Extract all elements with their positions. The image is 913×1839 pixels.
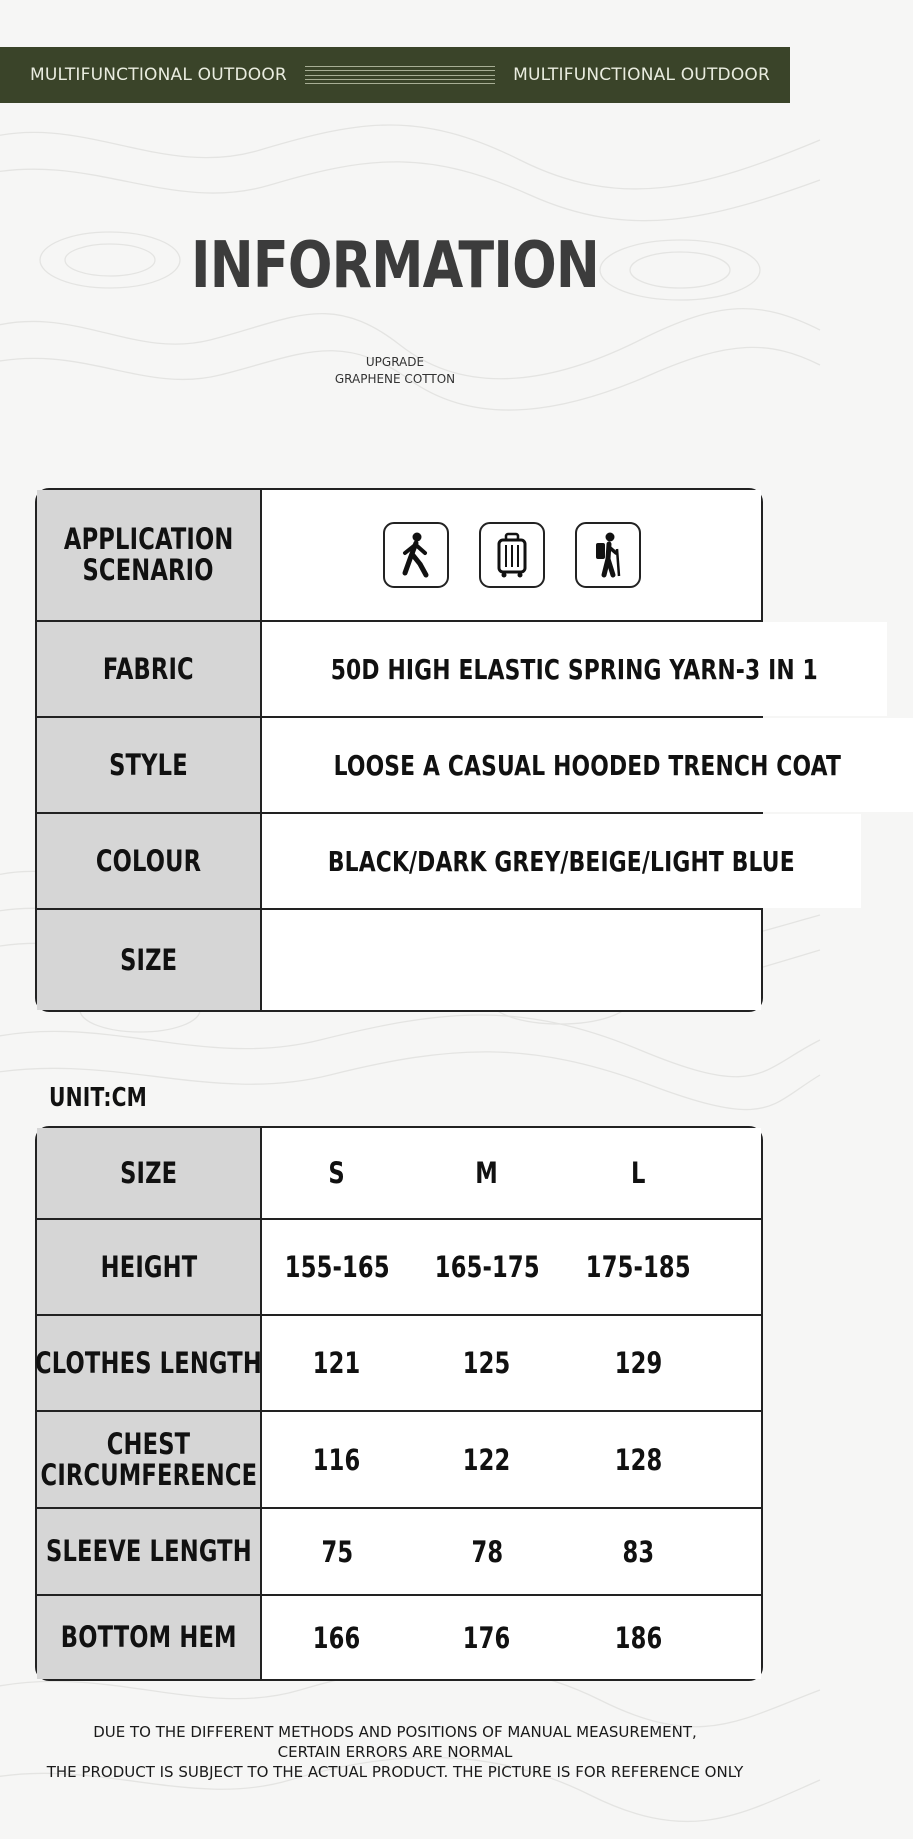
top-banner (0, 47, 790, 103)
chest-label (37, 1412, 262, 1507)
measurement-disclaimer (0, 1722, 790, 1782)
chest-label-line2: CIRCUMFERENCE (40, 1457, 257, 1492)
clothes-length-label (37, 1316, 262, 1410)
application-value (262, 490, 761, 620)
style-label (37, 718, 262, 812)
info-row-style (37, 716, 842, 812)
fabric-value-text: 50D HIGH ELASTIC SPRING YARN-3 IN 1 (330, 652, 818, 686)
bottom-hem-l (562, 1596, 715, 1679)
fabric-value (262, 622, 887, 716)
height-label-text: HEIGHT (100, 1249, 197, 1284)
height-l (562, 1220, 715, 1314)
chest-l-text: 128 (614, 1442, 663, 1477)
info-row-fabric (37, 620, 818, 716)
unit-label (49, 1083, 175, 1113)
size-table (35, 1126, 763, 1681)
luggage-icon (479, 522, 545, 588)
info-row-application (37, 490, 761, 620)
chest-m-text: 122 (463, 1442, 511, 1477)
bottom-hem-s (262, 1596, 412, 1679)
sleeve-length-s-text: 75 (321, 1534, 353, 1569)
chest-row (37, 1410, 761, 1507)
subtitle-line2: GRAPHENE COTTON (334, 372, 456, 386)
chest-l (562, 1412, 715, 1507)
style-value (262, 718, 913, 812)
size-m-text: M (475, 1156, 499, 1190)
chest-s-text: 116 (313, 1442, 361, 1477)
banner-divider-lines (305, 66, 495, 84)
size-header-m (412, 1128, 562, 1218)
colour-value-text: BLACK/DARK GREY/BEIGE/LIGHT BLUE (327, 844, 795, 878)
chest-m (412, 1412, 562, 1507)
style-value-text: LOOSE A CASUAL HOODED TRENCH COAT (333, 748, 842, 782)
colour-label (37, 814, 262, 908)
clothes-length-m (412, 1316, 562, 1410)
subtitle-line1: UPGRADE (365, 355, 425, 369)
disclaimer-line3: THE PRODUCT IS SUBJECT TO THE ACTUAL PRODUCT. THE PICTURE IS FOR REFERENCE ONLY (46, 1763, 744, 1781)
style-label-text: STYLE (109, 747, 188, 782)
info-table (35, 488, 842, 1012)
walking-person-icon (383, 522, 449, 588)
sleeve-length-m-text: 78 (471, 1534, 503, 1569)
colour-label-text: COLOUR (95, 843, 202, 878)
banner-left-text: MULTIFUNCTIONAL OUTDOOR (30, 65, 287, 85)
bottom-hem-label (37, 1596, 262, 1679)
clothes-length-l-text: 129 (614, 1346, 663, 1380)
size-header-row (37, 1128, 761, 1218)
banner-right-text: MULTIFUNCTIONAL OUTDOOR (513, 65, 770, 85)
size-l-text: L (631, 1156, 646, 1190)
chest-s (262, 1412, 412, 1507)
size-label (37, 910, 262, 1010)
bottom-hem-s-text: 166 (313, 1620, 361, 1655)
height-m-text: 165-175 (434, 1250, 540, 1284)
fabric-label (37, 622, 262, 716)
bottom-hem-row (37, 1594, 761, 1679)
hiker-icon (575, 522, 641, 588)
application-label-line2: SCENARIO (82, 553, 215, 587)
disclaimer-line2: CERTAIN ERRORS ARE NORMAL (277, 1743, 513, 1761)
unit-label-text: UNIT:CM (49, 1083, 147, 1113)
height-row (37, 1218, 761, 1314)
sleeve-length-l (562, 1509, 715, 1594)
bottom-hem-m (412, 1596, 562, 1679)
page-title: INFORMATION (191, 229, 599, 303)
clothes-length-l (562, 1316, 715, 1410)
colour-value (262, 814, 861, 908)
sleeve-length-label-text: SLEEVE LENGTH (45, 1534, 252, 1568)
size-header-s (262, 1128, 412, 1218)
sleeve-length-m (412, 1509, 562, 1594)
info-row-size (37, 908, 761, 1010)
size-s-text: S (328, 1156, 346, 1190)
clothes-length-s (262, 1316, 412, 1410)
bottom-hem-l-text: 186 (614, 1620, 663, 1655)
size-label-text: SIZE (119, 942, 178, 977)
clothes-length-m-text: 125 (463, 1346, 511, 1380)
sleeve-length-l-text: 83 (622, 1534, 655, 1569)
disclaimer-line1: DUE TO THE DIFFERENT METHODS AND POSITIONS OF MANUAL MEASUREMENT, (93, 1723, 697, 1741)
size-header-label-text: SIZE (119, 1155, 178, 1190)
height-m (412, 1220, 562, 1314)
chest-label-line1: CHEST (106, 1426, 191, 1461)
size-header-label (37, 1128, 262, 1218)
height-l-text: 175-185 (586, 1250, 691, 1284)
height-s (262, 1220, 412, 1314)
sleeve-length-label (37, 1509, 262, 1594)
clothes-length-row (37, 1314, 761, 1410)
bottom-hem-m-text: 176 (463, 1620, 511, 1655)
clothes-length-label-text: CLOTHES LENGTH (35, 1345, 262, 1380)
clothes-length-s-text: 121 (313, 1346, 361, 1380)
sleeve-length-row (37, 1507, 761, 1594)
application-label-line1: APPLICATION (63, 522, 234, 556)
bottom-hem-label-text: BOTTOM HEM (60, 1620, 237, 1654)
height-label (37, 1220, 262, 1314)
sleeve-length-s (262, 1509, 412, 1594)
size-value-empty (262, 910, 761, 1010)
size-header-l (562, 1128, 715, 1218)
height-s-text: 155-165 (284, 1250, 390, 1284)
fabric-label-text: FABRIC (103, 651, 194, 686)
application-label (37, 490, 262, 620)
info-row-colour (37, 812, 795, 908)
